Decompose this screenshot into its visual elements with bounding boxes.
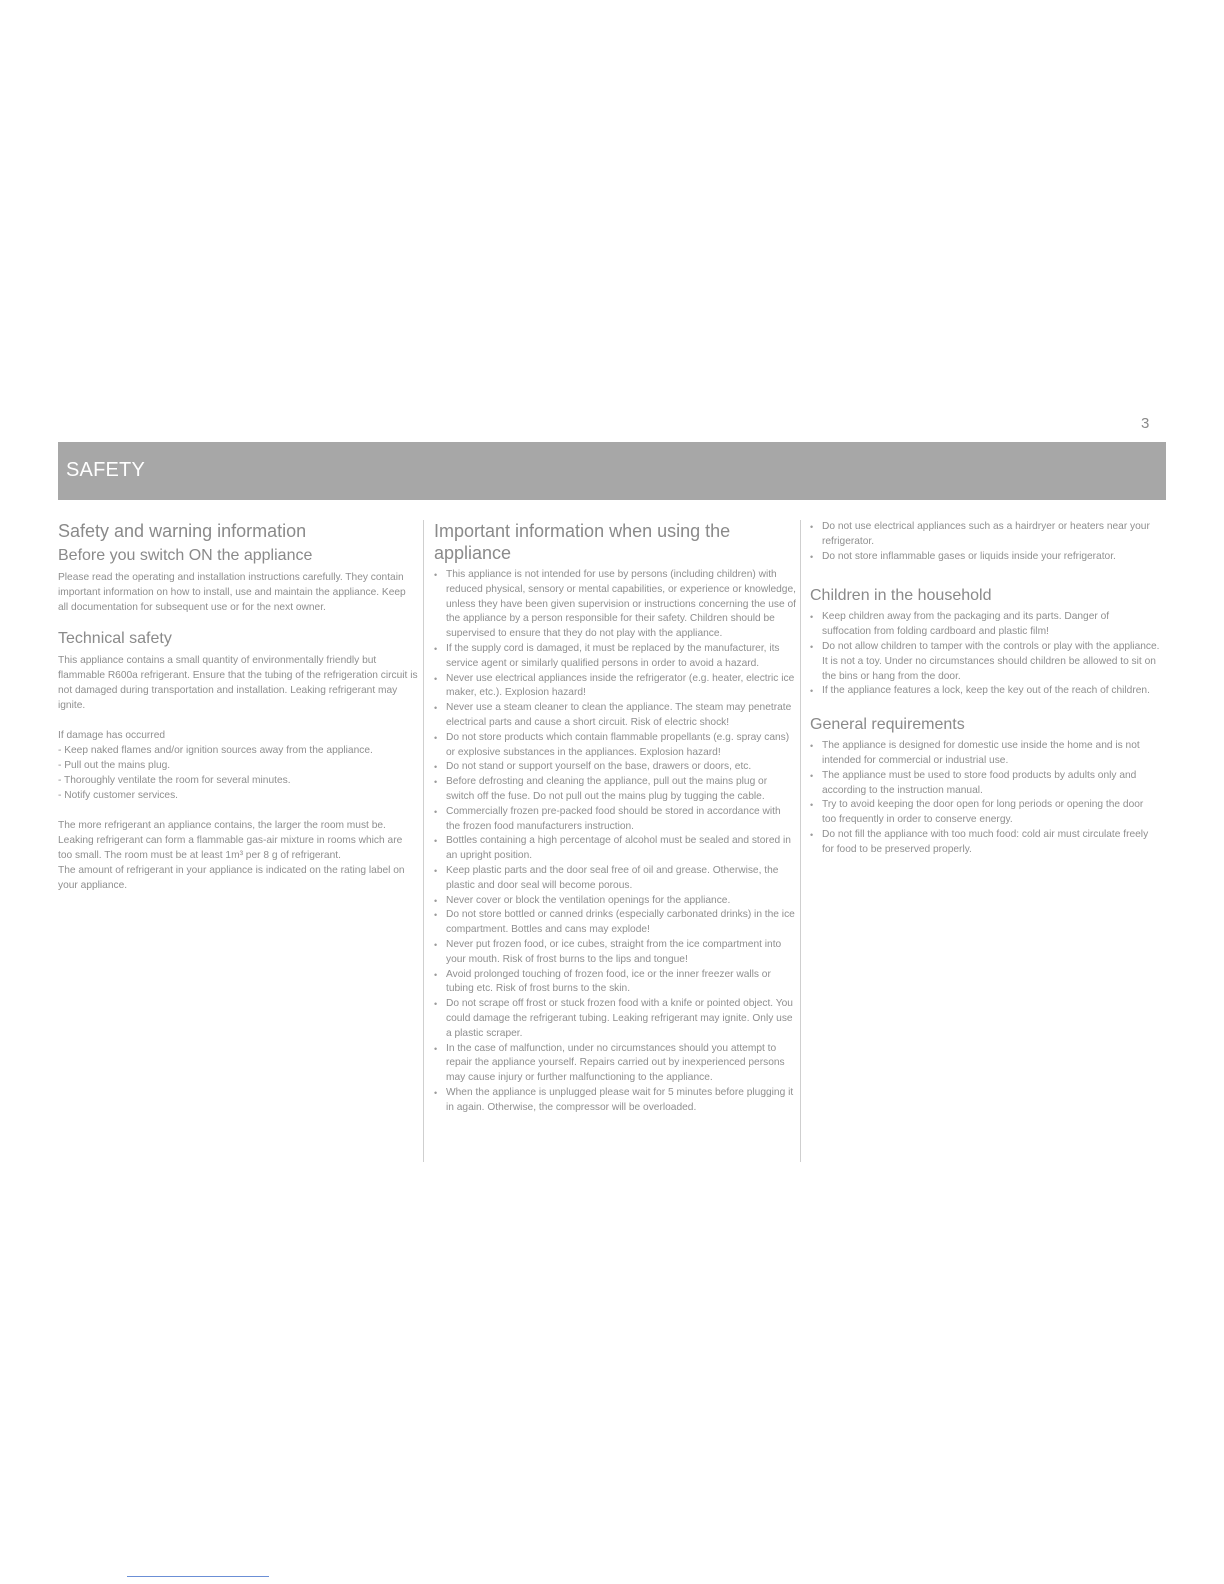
damage-line: - Notify customer services. [58,790,179,801]
column-right [810,520,1160,858]
list-item: • Do not store bottled or canned drinks (especially carbonated drinks) in the ice compartment. Bottles and cans may explode! [434,908,796,938]
heading-general-requirements: General requirements [810,716,965,734]
heading-technical-safety: Technical safety [58,630,172,647]
footer-rule [127,1576,269,1577]
column-middle [434,520,796,1115]
list-item: • Never use electrical appliances inside the refrigerator (e.g. heater, electric ice maker, etc.). Explosion hazard! [434,672,796,702]
heading-safety-warning: Safety and warning information [58,521,307,541]
children-list [810,610,1160,699]
list-item: • Do not use electrical appliances such as a hairdryer or heaters near your refrigerator. [810,520,1160,550]
list-item: • Never use a steam cleaner to clean the appliance. The steam may penetrate electrical parts and cause a short circuit. Risk of electric shock! [434,701,796,731]
list-item: • Do not fill the appliance with too much food: cold air must circulate freely for food to be preserved properly. [810,828,1160,858]
list-item: • Never cover or block the ventilation openings for the appliance. [434,894,796,909]
list-item: • Do not stand or support yourself on the base, drawers or doors, etc. [434,760,796,775]
top-list [810,520,1160,564]
column-divider [800,520,801,1162]
column-divider [423,520,424,1162]
list-item: • Try to avoid keeping the door open for long periods or opening the door too frequently in order to conserve energy. [810,798,1160,828]
list-item: • Do not store products which contain flammable propellants (e.g. spray cans) or explosive substances in the appliances. Explosion hazard! [434,731,796,761]
list-item: • The appliance must be used to store food products by adults only and according to the instruction manual. [810,769,1160,799]
damage-line: - Thoroughly ventilate the room for several minutes. [58,775,291,786]
list-item: • Do not store inflammable gases or liquids inside your refrigerator. [810,550,1160,565]
list-item: • If the supply cord is damaged, it must be replaced by the manufacturer, its service agent or similarly qualified persons in order to avoid a hazard. [434,642,796,672]
damage-line: - Keep naked flames and/or ignition sources away from the appliance. [58,745,373,756]
general-requirements-list [810,739,1160,857]
page-number: 3 [1141,415,1150,432]
intro-paragraph: Please read the operating and installation instructions carefully. They contain important information on how to install, use and maintain the appliance. Keep all documentation for subsequent use or for the next owner. [58,572,406,613]
list-item: • Bottles containing a high percentage of alcohol must be sealed and stored in an upright position. [434,834,796,864]
damage-line: - Pull out the mains plug. [58,760,171,771]
list-item: • Do not allow children to tamper with the controls or play with the appliance. It is not a toy. Under no circumstances should children be allowed to sit on the bins or hang from the door. [810,640,1160,684]
list-item: • Never put frozen food, or ice cubes, straight from the ice compartment into your mouth. Risk of frost burns to the lips and tongue! [434,938,796,968]
list-item: • This appliance is not intended for use by persons (including children) with reduced physical, sensory or mental capabilities, or experience or knowledge, unless they have been given supervision or instructions concerning the use of the appliance by a person responsible for their safety. Children should be supervised to ensure that they do not play with the appliance. [434,568,796,642]
section-header-band [58,442,1166,500]
damage-line: If damage has occurred [58,730,166,741]
list-item: • If the appliance features a lock, keep the key out of the reach of children. [810,684,1160,699]
technical-safety-paragraph: This appliance contains a small quantity of environmentally friendly but flammable R600a refrigerant. Ensure that the tubing of the refrigeration circuit is not damaged during transportation and installation. Leaking refrigerant may ignite. [58,655,418,711]
list-item: • Avoid prolonged touching of frozen food, ice or the inner freezer walls or tubing etc. Risk of frost burns to the skin. [434,968,796,998]
heading-children-household: Children in the household [810,587,992,605]
list-item: • When the appliance is unplugged please wait for 5 minutes before plugging it in again. Otherwise, the compressor will be overloaded. [434,1086,796,1116]
column-left [58,520,418,893]
list-item: • Before defrosting and cleaning the appliance, pull out the mains plug or switch off the fuse. Do not pull out the mains plug by tugging the cable. [434,775,796,805]
list-item: • The appliance is designed for domestic use inside the home and is not intended for commercial or industrial use. [810,739,1160,769]
list-item: • Keep children away from the packaging and its parts. Danger of suffocation from folding cardboard and plastic film! [810,610,1160,640]
room-size-paragraph: The more refrigerant an appliance contains, the larger the room must be. Leaking refrigerant can form a flammable gas-air mixture in rooms which are too small. The room must be at least 1m³ per 8 g of refrigerant. [58,820,403,861]
list-item: • Commercially frozen pre-packed food should be stored in accordance with the frozen food manufacturers instruction. [434,805,796,835]
heading-before-switch-on: Before you switch ON the appliance [58,547,313,564]
section-title: SAFETY [66,459,145,481]
list-item: • Do not scrape off frost or stuck frozen food with a knife or pointed object. You could damage the refrigerant tubing. Leaking refrigerant may ignite. Only use a plastic scraper. [434,997,796,1041]
list-item: • Keep plastic parts and the door seal free of oil and grease. Otherwise, the plastic and door seal will become porous. [434,864,796,894]
list-item: • In the case of malfunction, under no circumstances should you attempt to repair the appliance yourself. Repairs carried out by inexperienced persons may cause injury or further malfunctioning to the appliance. [434,1042,796,1086]
heading-important-information: Important information when using the appliance [434,521,731,563]
important-information-list [434,568,796,1115]
rating-label-paragraph: The amount of refrigerant in your appliance is indicated on the rating label on your appliance. [58,865,405,891]
